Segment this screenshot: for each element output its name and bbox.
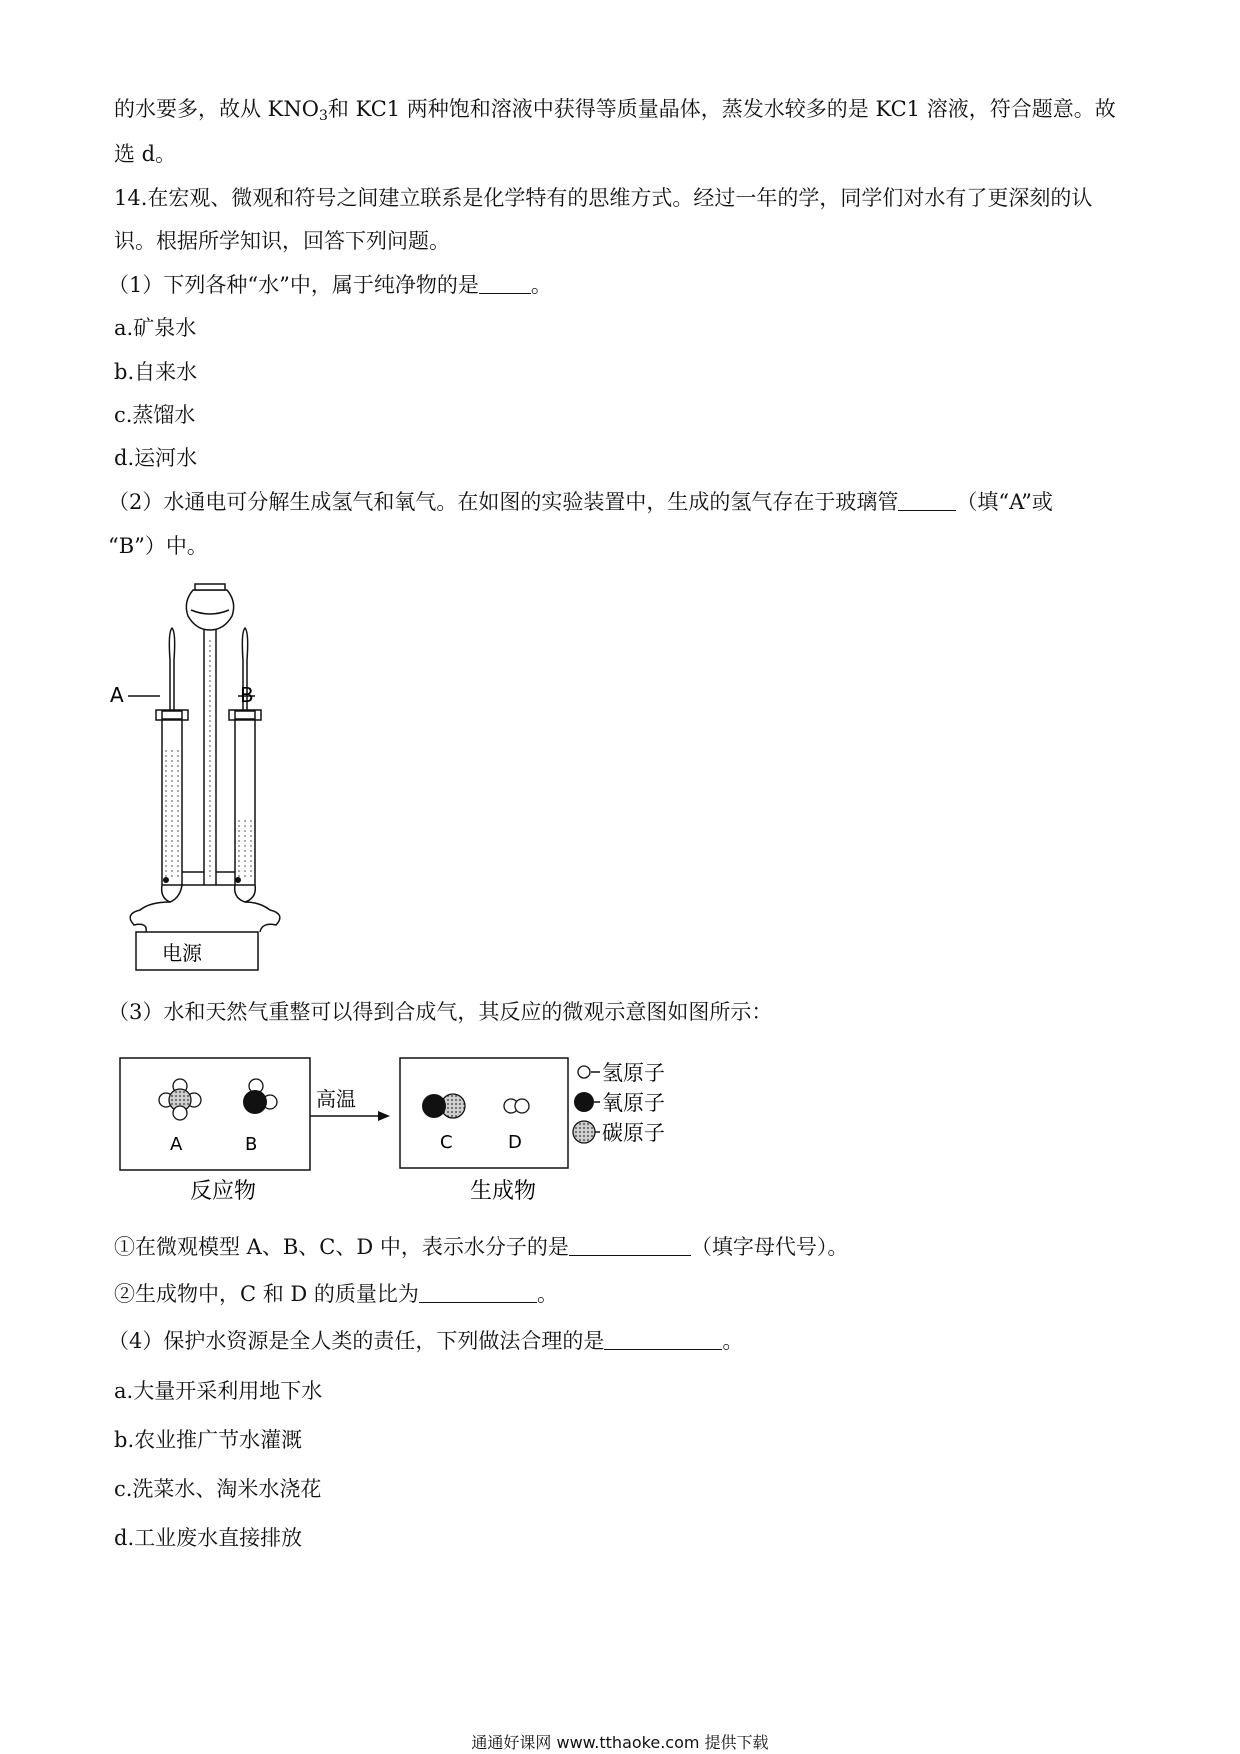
continuation-text-b: 和 KC1 两种饱和溶液中获得等质量晶体，蒸发水较多的是 KC1 溶液，符合题意。故 <box>327 97 1116 121</box>
part4-option-c: c.洗菜水、淘米水浇花 <box>114 1477 322 1501</box>
part4-end: 。 <box>722 1329 744 1353</box>
part1-option-b: b.自来水 <box>114 360 198 384</box>
part3-q1-text: ①在微观模型 A、B、C、D 中，表示水分子的是 <box>114 1235 569 1259</box>
part2-text-after: （填“A”或 <box>956 490 1053 514</box>
legend-carbon: 碳原子 <box>602 1121 665 1145</box>
molecule-b <box>243 1079 277 1114</box>
reaction-diagram <box>110 1050 770 1220</box>
electrolysis-apparatus <box>110 580 290 980</box>
part3-q2-text: ②生成物中，C 和 D 的质量比为 <box>114 1282 419 1306</box>
question-stem-line-1: 14.在宏观、微观和符号之间建立联系是化学特有的思维方式。经过一年的学，同学们对水有了更深刻的认 <box>114 186 1093 210</box>
reaction-diagram-svg <box>110 1050 770 1220</box>
part3-q1-end: （填字母代号）。 <box>690 1235 849 1259</box>
legend-hydrogen: 氢原子 <box>602 1061 665 1085</box>
answer-blank-4[interactable] <box>419 1282 537 1303</box>
products-caption: 生成物 <box>470 1179 537 1204</box>
part1-text: （1）下列各种“水”中，属于纯净物的是 <box>108 273 479 297</box>
legend-oxygen: 氧原子 <box>602 1091 665 1115</box>
continuation-line-1 <box>114 95 1116 130</box>
question-stem-line-2: 识。根据所学知识，回答下列问题。 <box>114 229 450 253</box>
part1-option-a: a.矿泉水 <box>114 316 197 340</box>
part3-q2-end: 。 <box>536 1282 558 1306</box>
continuation-text-a: 的水要多，故从 KNO <box>114 97 319 121</box>
part4-option-d: d.工业废水直接排放 <box>114 1526 303 1550</box>
continuation-line-2: 选 d。 <box>114 142 177 166</box>
reactants-box <box>120 1058 310 1170</box>
label-c: C <box>440 1132 453 1153</box>
part1-end: 。 <box>530 273 552 297</box>
molecule-c <box>422 1094 465 1118</box>
part1-option-d: d.运河水 <box>114 446 198 470</box>
part1-question <box>108 271 552 299</box>
molecule-d <box>504 1099 529 1113</box>
carbon-atom-icon <box>573 1121 595 1143</box>
part4-option-b: b.农业推广节水灌溉 <box>114 1428 303 1452</box>
arrow-head <box>378 1111 390 1121</box>
part4-text: （4）保护水资源是全人类的责任，下列做法合理的是 <box>108 1329 605 1353</box>
answer-blank-3[interactable] <box>569 1235 691 1256</box>
oxygen-atom-icon <box>574 1092 594 1112</box>
label-a: A <box>170 1134 183 1155</box>
molecule-a <box>159 1079 201 1120</box>
label-b: B <box>245 1134 258 1155</box>
tube-a-label: A <box>110 683 124 707</box>
part4-option-a: a.大量开采利用地下水 <box>114 1379 323 1403</box>
legend <box>573 1061 665 1145</box>
label-d: D <box>508 1132 522 1153</box>
reaction-condition: 高温 <box>316 1087 356 1111</box>
subscript: 3 <box>318 108 328 124</box>
answer-blank-2[interactable] <box>898 490 956 511</box>
part3-intro: （3）水和天然气重整可以得到合成气，其反应的微观示意图如图所示： <box>108 1000 773 1024</box>
tube-b-label: B <box>240 683 254 707</box>
part4-question <box>108 1327 743 1355</box>
answer-blank-1[interactable] <box>479 273 531 294</box>
part2-text: （2）水通电可分解生成氢气和氧气。在如图的实验装置中，生成的氢气存在于玻璃管 <box>108 490 899 514</box>
answer-blank-5[interactable] <box>604 1329 722 1350</box>
reactants-caption: 反应物 <box>190 1179 257 1204</box>
part3-q1 <box>114 1233 848 1261</box>
part2-question-line-1 <box>108 488 1053 516</box>
hydrogen-atom-icon <box>578 1066 590 1078</box>
part2-question-line-2: “B”）中。 <box>108 534 208 558</box>
part3-q2 <box>114 1280 558 1308</box>
page-footer: 通通好课网 www.tthaoke.com 提供下载 <box>471 1733 769 1752</box>
electrolysis-figure <box>110 580 290 980</box>
power-source-label: 电源 <box>162 941 202 965</box>
part1-option-c: c.蒸馏水 <box>114 403 196 427</box>
